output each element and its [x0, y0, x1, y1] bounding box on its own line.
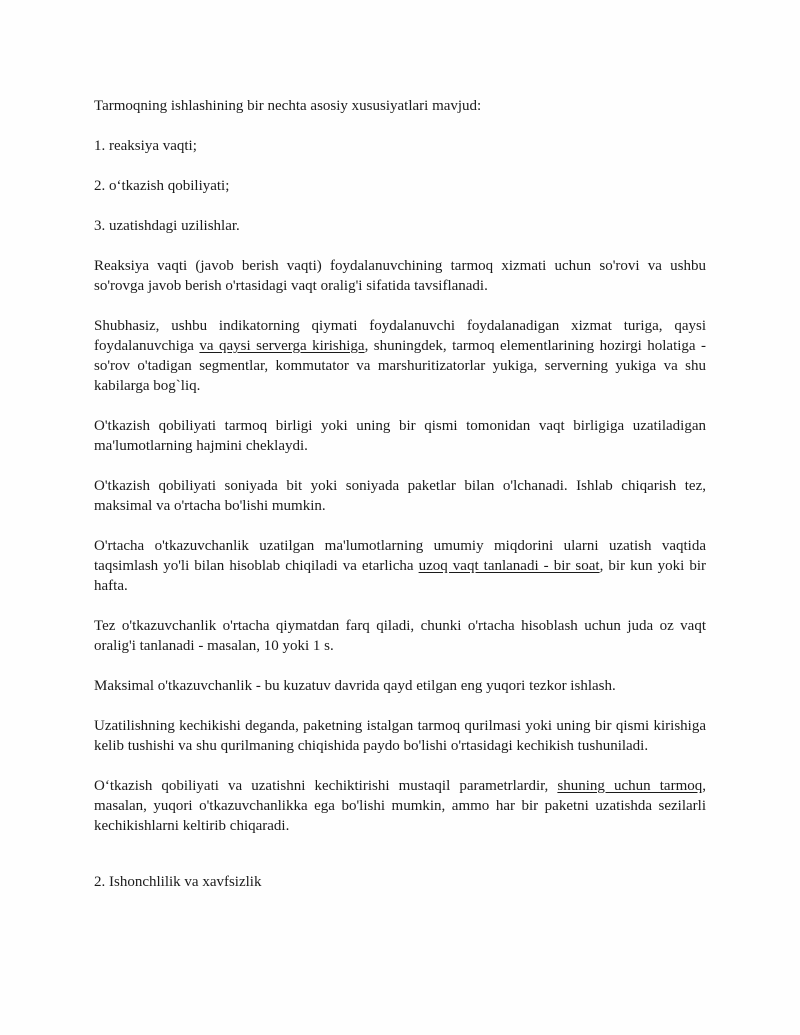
- paragraph-throughput-units: [94, 476, 706, 516]
- paragraph-independent-params: [94, 776, 706, 836]
- paragraph-text: Uzatilishning kechikishi deganda, paketning istalgan tarmoq qurilmasi yoki uning bir qismi kirishiga kelib tushishi va shu qurilmaning chiqishida paydo bo'lishi o'rtasidagi kechikish tushuniladi.: [94, 718, 706, 754]
- section-heading-reliability: [94, 872, 706, 892]
- paragraph-text: Maksimal o'tkazuvchanlik - bu kuzatuv davrida qayd etilgan eng yuqori tezkor ishlash.: [94, 678, 616, 694]
- paragraph-text: Tarmoqning ishlashining bir nechta asosiy xususiyatlari mavjud:: [94, 98, 482, 114]
- underlined-phrase: shuning uchun tarmoq: [557, 778, 703, 794]
- list-item-3: [94, 216, 706, 236]
- list-item-1: [94, 136, 706, 156]
- document-text: [94, 96, 706, 912]
- list-item-2: [94, 176, 706, 196]
- paragraph-text: Oʻtkazish qobiliyati va uzatishni kechiktirishi mustaqil parametrlardir,: [94, 778, 558, 794]
- paragraph-throughput-limit: [94, 416, 706, 456]
- paragraph-text: Shubhasiz, ushbu indikatorning qiymati foydalanuvchi foydalanadigan xizmat turiga, qaysi foydalanuvchiga: [94, 318, 706, 354]
- paragraph-text: 2. Ishonchlilik va xavfsizlik: [94, 874, 262, 890]
- paragraph-text: Reaksiya vaqti (javob berish vaqti) foydalanuvchining tarmoq xizmati uchun so'rovi va ushbu so'rovga javob berish o'rtasidagi vaqt oralig'i sifatida tavsiflanadi.: [94, 258, 706, 294]
- paragraph-text: , bir kun yoki bir hafta.: [94, 558, 707, 594]
- paragraph-transmission-delay: [94, 716, 706, 756]
- paragraph-text: 3. uzatishdagi uzilishlar.: [94, 218, 240, 234]
- paragraph-average-throughput: [94, 536, 706, 596]
- paragraph-instant-throughput: [94, 616, 706, 656]
- paragraph-text: , masalan, yuqori o'tkazuvchanlikka ega bo'lishi mumkin, ammo har bir paketni uzatishda sezilarli kechikishlarni keltirib chiqaradi.: [94, 778, 706, 834]
- intro-line: [94, 96, 706, 116]
- paragraph-max-throughput: [94, 676, 706, 696]
- paragraph-reaction-time: [94, 256, 706, 296]
- paragraph-text: O'tkazish qobiliyati tarmoq birligi yoki uning bir qismi tomonidan vaqt birligiga uzatiladigan ma'lumotlarning hajmini cheklaydi.: [94, 418, 706, 454]
- paragraph-indicator-value: [94, 316, 706, 396]
- paragraph-text: Tez o'tkazuvchanlik o'rtacha qiymatdan farq qiladi, chunki o'rtacha hisoblash uchun juda oz vaqt oralig'i tanlanadi - masalan, 10 yoki 1 s.: [94, 618, 706, 654]
- underlined-phrase: va qaysi serverga kirishiga: [199, 338, 365, 354]
- paragraph-text: 2. oʻtkazish qobiliyati;: [94, 178, 230, 194]
- underlined-phrase: uzoq vaqt tanlanadi - bir soat: [418, 558, 600, 574]
- paragraph-text: , shuningdek, tarmoq elementlarining hozirgi holatiga - so'rov o'tadigan segmentlar, kommutator va marshuritizatorlar yukiga, serverning yukiga va shu kabilarga bog`liq.: [94, 338, 706, 394]
- paragraph-text: O'tkazish qobiliyati soniyada bit yoki soniyada paketlar bilan o'lchanadi. Ishlab chiqarish tez, maksimal va o'rtacha bo'lishi mumkin.: [94, 478, 706, 514]
- paragraph-text: O'rtacha o'tkazuvchanlik uzatilgan ma'lumotlarning umumiy miqdorini ularni uzatish vaqtida taqsimlash yo'li bilan hisoblab chiqiladi va etarlicha: [94, 538, 706, 574]
- paragraph-text: 1. reaksiya vaqti;: [94, 138, 197, 154]
